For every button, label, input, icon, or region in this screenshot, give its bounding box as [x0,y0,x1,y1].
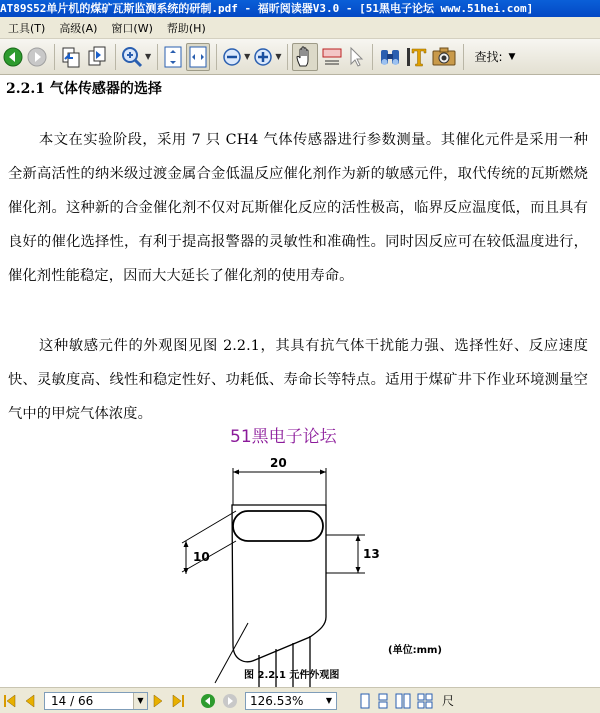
next-page-button[interactable] [151,693,165,709]
paste-page-icon [85,45,109,69]
back-button[interactable] [2,43,24,71]
toolbar-separator [372,44,373,70]
text-tool-icon [405,45,429,69]
chevron-down-icon[interactable]: ▼ [145,52,152,61]
select-text-button[interactable] [320,43,344,71]
page-number-value: 14 / 66 [51,693,94,708]
dim-right-label: 13 [363,547,380,561]
history-back-button[interactable] [200,693,216,709]
facing-pages-icon [395,693,411,709]
zoom-in-button[interactable] [252,43,281,71]
section-heading: 2.2.1 气体传感器的选择 [6,81,162,97]
next-page-icon [151,693,165,709]
menu-help[interactable]: 帮助(H) [166,21,206,35]
toolbar-separator [463,44,464,70]
toolbar-separator [287,44,288,70]
zoom-value: 126.53% [250,693,304,708]
dim-width-label: 20 [270,456,287,470]
first-page-button[interactable] [3,693,17,709]
paragraph-2: 这种敏感元件的外观图见图 2.2.1，其具有抗气体干扰能力强、选择性好、反应速度快、灵敏度高、线性和稳定性好、功耗低、寿命长等特点。适用于煤矿井下作业环境测量空气中的甲烷气体浓度。 [8,338,588,422]
toolbar-separator [216,44,217,70]
menu-window[interactable]: 窗口(W) [111,21,153,35]
window-title-bar [0,0,600,17]
menu-tools[interactable]: 工具(T) [8,21,46,35]
forward-arrow-icon [26,46,48,68]
hand-tool-icon [293,45,317,69]
chevron-down-icon[interactable]: ▼ [325,695,333,705]
history-forward-button[interactable] [222,693,238,709]
hand-tool-button[interactable] [292,43,318,71]
fit-page-icon [162,45,184,69]
last-page-button[interactable] [171,693,185,709]
first-page-icon [3,693,17,709]
typewriter-button[interactable] [405,43,429,71]
window-title: AT89S52单片机的煤矿瓦斯监测系统的研制.pdf - 福昕阅读器V3.0 - [51黑电子论坛 www.51hei.com] [0,2,534,15]
chevron-down-icon[interactable]: ▼ [275,52,282,61]
fit-width-icon [187,45,209,69]
facing-view-button[interactable] [395,693,411,709]
forward-button[interactable] [26,43,48,71]
grid-pages-icon [417,693,433,709]
fit-page-button[interactable] [162,43,184,71]
paste-page-button[interactable] [85,43,109,71]
watermark: 51黑电子论坛 [230,427,337,447]
toolbar-separator [115,44,116,70]
paragraph-1: 本文在实验阶段，采用 7 只 CH4 气体传感器进行参数测量。其催化元件是采用一种全新高活性的纳米级过渡金属合金低温反应催化剂作为新的敏感元件，取代传统的瓦斯燃烧催化剂。这种新的合金催化剂不仅对瓦斯催化反应的活性极高，临界反应温度低，而且具有良好的催化选择性，有利于提高报警器的灵敏性和准确性。同时因反应可在较低温度进行，催化剂性能稳定，因而大大延长了催化剂的使用寿命。 [8,132,588,284]
fit-width-button[interactable] [186,43,210,71]
previous-page-icon [23,693,37,709]
single-page-view-button[interactable] [359,693,371,709]
page-number-field[interactable] [44,692,148,710]
figure-caption: 图 2.2.1 元件外观图 [244,670,340,681]
continuous-page-icon [377,693,389,709]
green-back-icon [200,693,216,709]
last-page-icon [171,693,185,709]
zoom-in-magnifier-icon [120,45,144,69]
camera-icon [431,45,457,69]
zoom-out-button[interactable] [221,43,250,71]
select-text-icon [320,45,344,69]
toolbar-separator [54,44,55,70]
menu-bar [0,17,600,39]
continuous-view-button[interactable] [377,693,389,709]
zoom-in-icon [252,46,274,68]
figure-unit-label: (单位:mm) [388,645,442,656]
find-label: 查找: [474,50,503,64]
status-bar [0,687,600,713]
previous-page-button[interactable] [23,693,37,709]
toolbar-separator [157,44,158,70]
zoom-out-icon [221,46,243,68]
zoom-field[interactable] [245,692,337,710]
zoom-tool-button[interactable] [120,43,151,71]
cursor-arrow-icon [346,45,366,69]
gray-forward-icon [222,693,238,709]
snapshot-button[interactable] [431,43,457,71]
chevron-down-icon[interactable]: ▼ [244,52,251,61]
document-view[interactable] [0,75,600,687]
dim-left-label: 10 [193,550,210,564]
find-button[interactable] [377,43,403,71]
single-page-icon [359,693,371,709]
binoculars-icon [377,45,403,69]
toolbar [0,39,600,75]
back-arrow-icon [2,46,24,68]
copy-page-icon [59,45,83,69]
chevron-down-icon[interactable]: ▼ [133,693,147,709]
status-tail-text: 尺 [442,694,455,708]
copy-page-button[interactable] [59,43,83,71]
select-object-button[interactable] [346,43,366,71]
menu-advanced[interactable]: 高级(A) [59,21,98,35]
chevron-down-icon[interactable]: ▼ [508,51,516,62]
continuous-facing-view-button[interactable] [417,693,433,709]
